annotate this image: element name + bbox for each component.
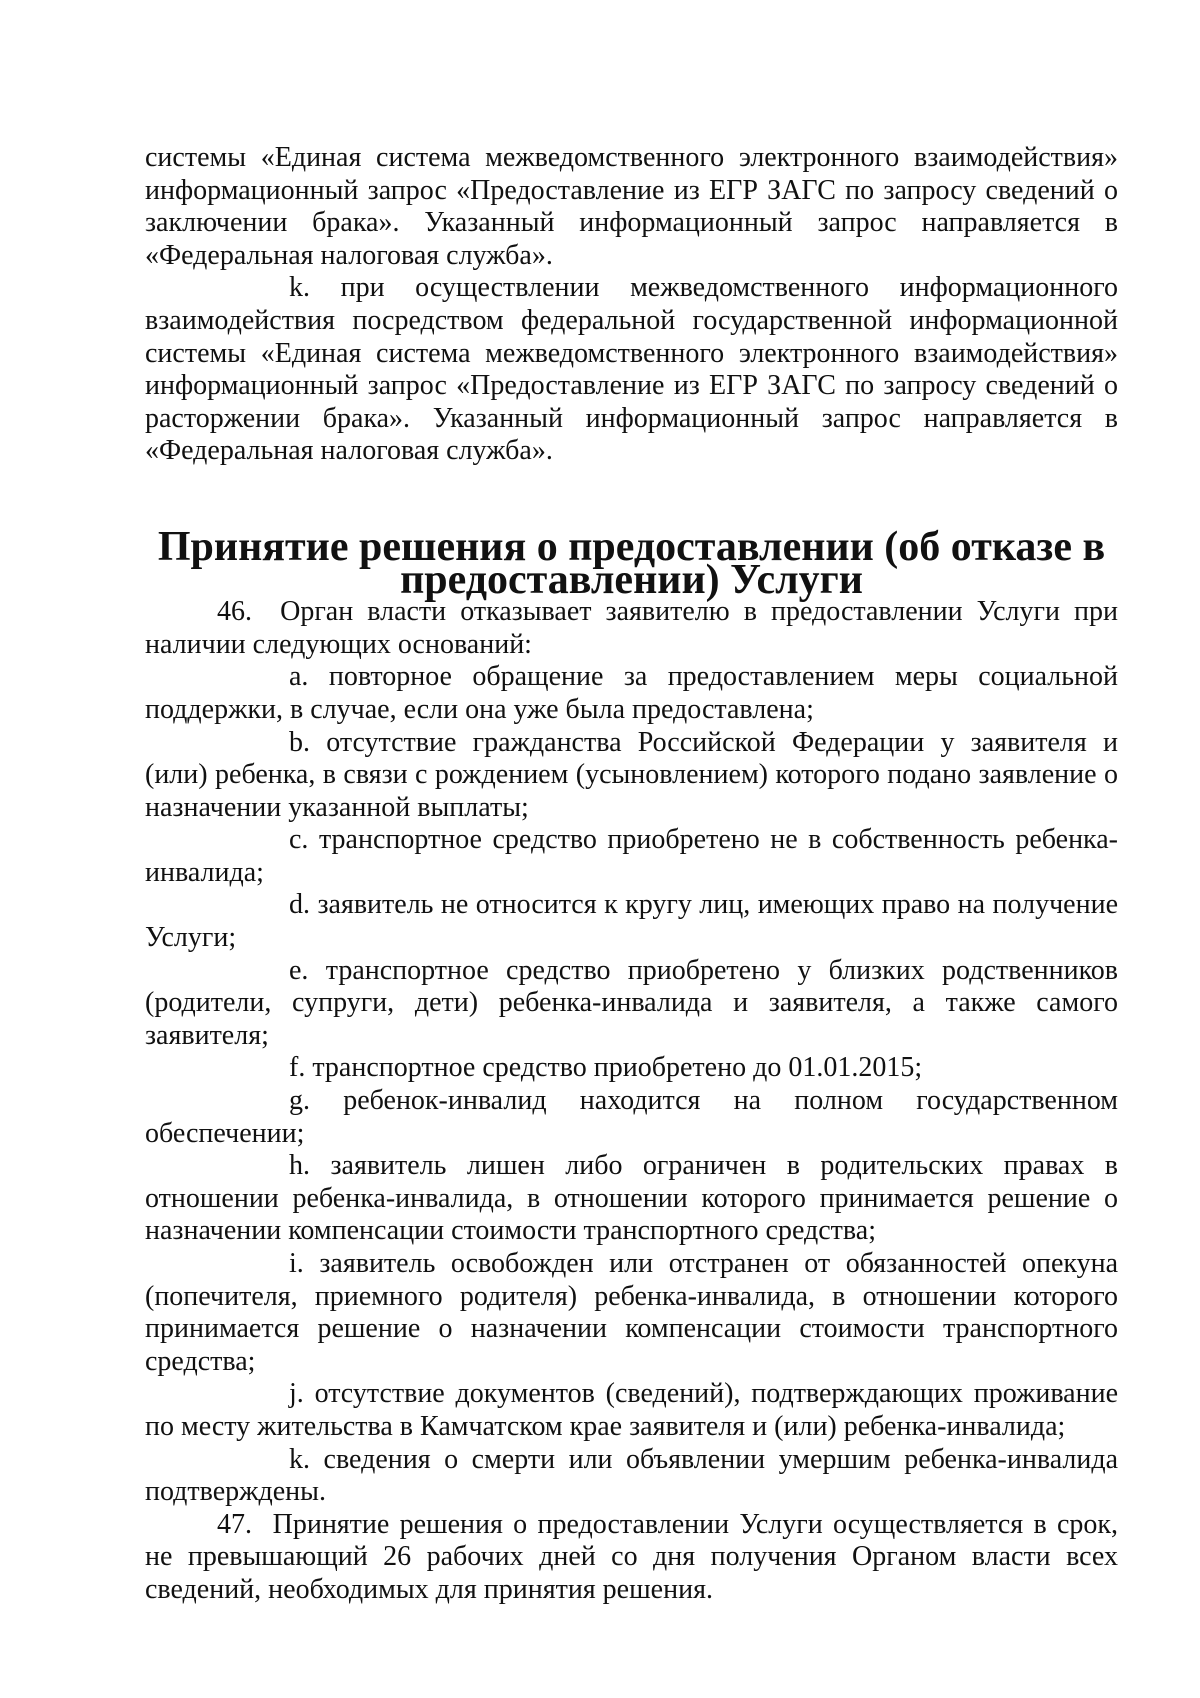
paragraph-46 bbox=[145, 596, 1118, 661]
list-item-text: заявитель освобожден или отстранен от обязанностей опекуна (попечителя, приемного родителя) ребенка-инвалида, в отношении которого принимается решение о назначении компенсации стоимости транспортного средства; bbox=[145, 1248, 1118, 1377]
list-item-text: отсутствие гражданства Российской Федерации у заявителя и (или) ребенка, в связи с рождением (усыновлением) которого подано заявление о назначении указанной выплаты; bbox=[145, 726, 1118, 823]
list-item-marker: d. bbox=[289, 889, 310, 921]
intro-continuation-text: системы «Единая система межведомственного электронного взаимодействия» информационный запрос «Предоставление из ЕГР ЗАГС по запросу сведений о заключении брака». Указанный информационный запрос направляется в «Федеральная налоговая служба». bbox=[145, 142, 1118, 271]
list-item-k bbox=[145, 1444, 1118, 1509]
list-item-marker: h. bbox=[289, 1150, 310, 1182]
list-item-text: сведения о смерти или объявлении умершим ребенка-инвалида подтверждены. bbox=[145, 1443, 1119, 1508]
list-item-marker: c. bbox=[289, 824, 309, 856]
intro-item-k-marker: k. bbox=[289, 272, 310, 304]
intro-item-k-text: при осуществлении межведомственного информационного взаимодействия посредством федеральной государственной информационной системы «Единая система межведомственного электронного взаимодействия» информационный запрос «Предоставление из ЕГР ЗАГС по запросу сведений о расторжении брака». Указанный информационный запрос направляется в «Федеральная налоговая служба». bbox=[145, 272, 1119, 467]
list-item-text: транспортное средство приобретено не в собственность ребенка-инвалида; bbox=[145, 824, 1118, 888]
list-item-a bbox=[145, 661, 1118, 726]
list-item-g bbox=[145, 1085, 1118, 1150]
list-item-text: транспортное средство приобретено у близких родственников (родители, супруги, дети) ребенка-инвалида и заявителя, а также самого заявителя; bbox=[145, 954, 1119, 1051]
section-heading: Принятие решения о предоставлении (об отказе в предоставлении) Услуги bbox=[157, 523, 1106, 603]
paragraph-47 bbox=[145, 1509, 1118, 1607]
list-item-marker: e. bbox=[289, 954, 309, 986]
intro-continuation-paragraph bbox=[145, 142, 1118, 272]
list-item-d bbox=[145, 889, 1118, 954]
list-item-marker: b. bbox=[289, 726, 310, 758]
list-item-text: отсутствие документов (сведений), подтверждающих проживание по месту жительства в Камчатском крае заявителя и (или) ребенка-инвалида; bbox=[145, 1378, 1119, 1442]
list-item-f bbox=[145, 1052, 1118, 1085]
list-item-c bbox=[145, 824, 1118, 889]
list-item-i bbox=[145, 1248, 1118, 1378]
list-item-marker: k. bbox=[289, 1443, 310, 1475]
list-item-marker: i. bbox=[289, 1248, 304, 1279]
list-item-marker: j. bbox=[289, 1378, 304, 1410]
list-item-h bbox=[145, 1150, 1118, 1248]
paragraph-47-number: 47. bbox=[217, 1508, 252, 1540]
intro-item-k bbox=[145, 272, 1118, 468]
list-item-marker: a. bbox=[289, 661, 309, 693]
list-item-b bbox=[145, 727, 1118, 825]
list-item-text: заявитель лишен либо ограничен в родительских правах в отношении ребенка-инвалида, в отношении которого принимается решение о назначении компенсации стоимости транспортного средства; bbox=[145, 1150, 1119, 1247]
document-page bbox=[145, 142, 1118, 1607]
paragraph-46-number: 46. bbox=[217, 596, 252, 628]
list-item-text: заявитель не относится к кругу лиц, имеющих право на получение Услуги; bbox=[145, 889, 1119, 954]
list-item-text: транспортное средство приобретено до 01.01.2015; bbox=[312, 1052, 923, 1084]
paragraph-46-text: Орган власти отказывает заявителю в предоставлении Услуги при наличии следующих оснований: bbox=[145, 596, 1118, 660]
list-item-marker: g. bbox=[289, 1085, 310, 1117]
list-item-j bbox=[145, 1378, 1118, 1443]
list-item-text: повторное обращение за предоставлением меры социальной поддержки, в случае, если она уже была предоставлена; bbox=[145, 661, 1119, 725]
list-item-text: ребенок-инвалид находится на полном государственном обеспечении; bbox=[145, 1085, 1119, 1149]
list-item-e bbox=[145, 955, 1118, 1053]
list-item-marker: f. bbox=[289, 1052, 306, 1084]
paragraph-47-text: Принятие решения о предоставлении Услуги осуществляется в срок, не превышающий 26 рабочих дней со дня получения Органом власти всех сведений, необходимых для принятия решения. bbox=[145, 1508, 1119, 1605]
